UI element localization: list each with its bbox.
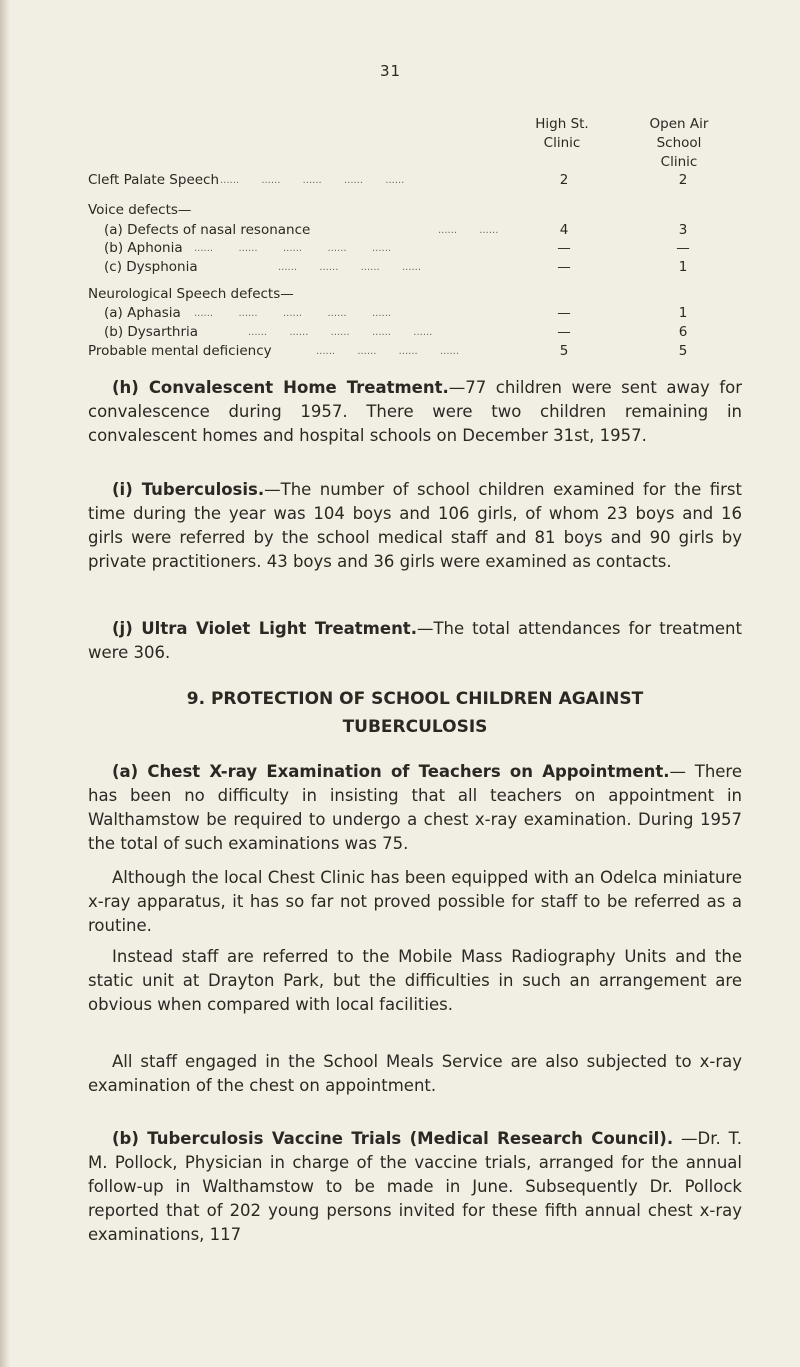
paragraph-lead: (h) Convalescent Home Treatment. (112, 378, 449, 397)
row-label: Probable mental deficiency (88, 343, 272, 359)
row-label: Neurological Speech defects— (88, 286, 294, 302)
row-label: (a) Aphasia (104, 305, 181, 321)
table-row (88, 172, 742, 192)
paragraph-lead: (i) Tuberculosis. (112, 480, 265, 499)
paragraph-text: —77 children were sent away for convalescence during 1957. There were two children remaining in convalescent homes and hospital schools on December 31st, 1957. (88, 378, 743, 445)
paragraph-tuberculosis (88, 478, 742, 574)
paragraph-lead: (a) Chest X-ray Examination of Teachers on Appointment. (112, 762, 670, 781)
table-row (88, 240, 742, 260)
table-row (88, 324, 742, 344)
paragraph-text: Instead staff are referred to the Mobile Mass Radiography Units and the static unit at Drayton Park, but the difficulties in such an arrangement are obvious when compared with local facilities. (88, 947, 742, 1014)
high-st-value: 2 (559, 172, 569, 188)
paragraph-convalescent-home (88, 376, 742, 448)
paragraph-text: —Dr. T. M. Pollock, Physician in charge of the vaccine trials, arranged for the annual follow-up in Walthamstow to be made in June. Subsequently Dr. Pollock reported that of 202 young persons invited for these fifth annual chest x-ray examinations, 117 (88, 1129, 742, 1244)
column-header-high-st-clinic: High St. Clinic (535, 116, 589, 151)
paragraph-text: —The number of school children examined for the first time during the year was 104 boys and 106 girls, of whom 23 boys and 16 girls were referred by the school medical staff and 81 boys and 90 girls by private practitioners. 43 boys and 36 girls were examined as contacts. (88, 480, 742, 571)
leader-dots: ...... ...... ...... ...... (278, 262, 422, 273)
table-row (88, 222, 742, 242)
open-air-value: 2 (678, 172, 688, 188)
leader-dots: ...... ...... ...... ...... (316, 346, 460, 357)
paragraph-vaccine-trials (88, 1127, 742, 1247)
page-number: 31 (380, 62, 402, 80)
leader-dots: ...... ...... (438, 225, 499, 236)
open-air-value: 5 (678, 343, 688, 359)
open-air-value: 1 (678, 305, 688, 321)
section-heading: 9. PROTECTION OF SCHOOL CHILDREN AGAINST TUBERCULOSIS (186, 689, 644, 737)
paragraph-text: Although the local Chest Clinic has been equipped with an Odelca miniature x-ray apparatus, it has so far not proved possible for staff to be referred as a routine. (88, 868, 742, 935)
table-row (88, 202, 742, 222)
high-st-value: 4 (559, 222, 569, 238)
row-label: (a) Defects of nasal resonance (104, 222, 311, 238)
row-label: Cleft Palate Speech (88, 172, 220, 188)
table-row (88, 286, 742, 306)
high-st-value: — (557, 305, 571, 321)
paragraph-text: All staff engaged in the School Meals Service are also subjected to x-ray examination of the chest on appointment. (88, 1052, 742, 1095)
paragraph-odelca (88, 866, 742, 938)
column-header-open-air-school-clinic: Open Air School Clinic (649, 116, 709, 170)
table-row (88, 343, 742, 363)
high-st-value: — (557, 240, 571, 256)
open-air-value: 6 (678, 324, 688, 340)
paragraph-mobile-units (88, 945, 742, 1017)
leader-dots: ...... ...... ...... ...... ...... (194, 243, 392, 254)
paragraph-school-meals (88, 1050, 742, 1098)
page-binding-edge (0, 0, 10, 1367)
row-label: (b) Aphonia (104, 240, 183, 256)
paragraph-text: —The total attendances for treatment were 306. (88, 619, 742, 662)
high-st-value: 5 (559, 343, 569, 359)
high-st-value: — (557, 324, 571, 340)
open-air-value: 1 (678, 259, 688, 275)
table-row (88, 305, 742, 325)
paragraph-ultra-violet (88, 617, 742, 665)
open-air-value: — (676, 240, 690, 256)
row-label: (c) Dysphonia (104, 259, 198, 275)
paragraph-text: — There has been no difficulty in insisting that all teachers on appointment in Walthamstow be required to undergo a chest x-ray examination. During 1957 the total of such examinations was 75. (88, 762, 742, 853)
open-air-value: 3 (678, 222, 688, 238)
high-st-value: — (557, 259, 571, 275)
paragraph-lead: (b) Tuberculosis Vaccine Trials (Medical Research Council). (112, 1129, 674, 1148)
paragraph-lead: (j) Ultra Violet Light Treatment. (112, 619, 417, 638)
row-label: Voice defects— (88, 202, 192, 218)
paragraph-chest-xray (88, 760, 742, 856)
leader-dots: ...... ...... ...... ...... ...... (220, 175, 405, 186)
leader-dots: ...... ...... ...... ...... ...... (248, 327, 433, 338)
row-label: (b) Dysarthria (104, 324, 199, 340)
leader-dots: ...... ...... ...... ...... ...... (194, 308, 392, 319)
table-row (88, 259, 742, 279)
